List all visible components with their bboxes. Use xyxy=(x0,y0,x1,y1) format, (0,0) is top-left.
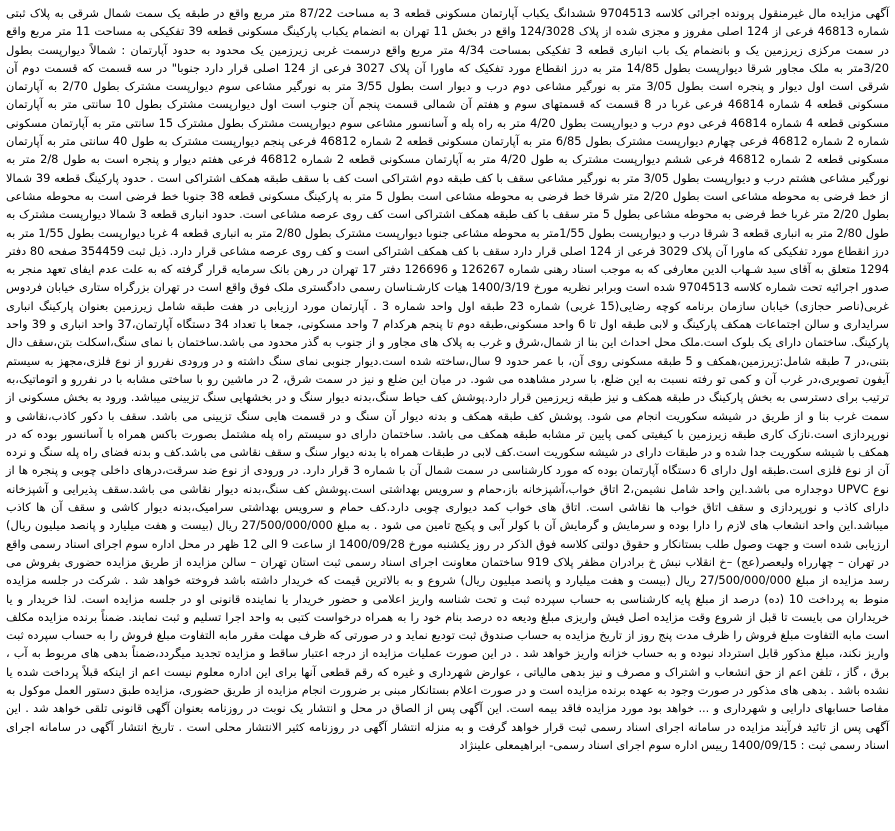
notice-text: آگهی مزایده مال غیرمنقول پرونده اجرائی کلاسه 9704513 ششدانگ یکباب آپارتمان مسکونی قطعه 3 به مساحت 87/22 متر مربع واقع در طبقه یک سمت شمال شرقی به پلاک ثبتی شماره 46813 فرعی از 124 اصلی مفروز و مجزی شده از پلاک 124/3028 واقع در بخش 11 تهران به انضمام یکباب پارکینگ مسکونی قطعه 39 تفکیکی به مساحت 11 متر مربع واقع در سمت مرکزی زیرزمین یک و بانضمام یک باب انباری قطعه 3 تفکیکی بمساحت 4/34 متر مربع واقع درسمت غربی زیرزمین یک محدود به حدود آپارتمان : شمالاً دیوارپست بطول 3/20متر به ملک مجاور شرقا دیوارپست بطول 14/85 متر به درز انقطاع مورد تفکیک که ماورا آن پلاک 3027 فرعی از 124 اصلی قرار دارد جنوبا" در سه قسمت که قسمت دوم آن شرقی است اول دیوار و پنجره است بطول 3/05 متر به نورگیر مشاعی دوم درب و دیوار است بطول 3/55 متر به نورگیر مشاعی سوم دیوارپست مشترک بطول 2/70 به آپارتمان مسکونی قطعه 4 شماره 46814 فرعی غربا در 8 قسمت که قسمتهای سوم و هفتم آن شمالی قسمت پنجم آن جنوب است اول دیوارپست مشترک بطول 10 سانتی متر به آپارتمان مسکونی قطعه 4 شماره 46814 فرعی دوم درب و دیوارپست بطول 4/20 متر به راه پله و آسانسور مشاعی سوم دیوارپست مشترک بطول مشترک 15 سانتی متر به آپارتمان مسکونی شماره 2 شماره 46812 فرعی چهارم دیوارپست مشترک بطول 6/85 متر به آپارتمان مسکونی قطعه 2 شماره 46812 فرعی پنجم دیوارپست مشترک به طول 40 سانتی متر به آپارتمان مسکونی قطعه 2 شماره 46812 فرعی ششم دیوارپست مشترک به طول 4/20 متر به آپارتمان مسکونی قطعه 2 شماره 46812 فرعی هفتم دیوار و پنجره است به طول 2/8 متر به نورگیر مشاعی هشتم درب و دیوارپست بطول 3/05 متر به نورگیر مشاعی سقف با کف طبقه دوم اشتراکی است کف با سقف طبقه همکف اشتراکی است . حدود پارکینگ قطعه 39 شمالا از خط فرضی به محوطه مشاعی است بطول 2/20 متر شرقا خط فرضی به محوطه مشاعی است بطول 5 متر به پارکینگ مسکونی قطعه 38 جنوبا خط فرضی است به محوطه مشاعی بطول 2/20 متر غربا خط فرضی به محوطه مشاعی بطول 5 متر سقف با کف طبقه همکف اشتراکی است کف روی عرصه مشاعی است. حدود انباری قطعه 3 شمالا دیوارپست مشترک به طول 2/80 متر به انباری قطعه 3 شرقا درب و دیوارپست بطول 1/55متر به محوطه مشاعی جنوبا دیوارپست مشترک بطول 2/80 متر به انباری قطعه 4 غربا دیوارپست بطول 1/55 متر به درز انقطاع مورد تفکیکی که ماورا آن پلاک 3029 فرعی از 124 اصلی قرار دارد سقف با کف همکف اشتراکی است و کف روی عرصه مشاعی قرار دارد. ذیل ثبت 354459 صفحه 80 دفتر 1294 متعلق به آقای سید شـهاب الدین معارفی که به موجب اسناد رهنی شماره 126267 و 126696 دفتر 17 تهران در رهن بانک سرمایه قرار گرفته که به علت عدم ایفای تعهد منجر به صدور اجرائیه تحت شماره کلاسه 9704513 شده است وبرابر نظریه مورخ 1400/3/19 هیات کارشـناسان رسمی دادگستری ملک فوق واقع است در تهران بزرگراه ستاری خیابان فردوس غربی(ناصر حجازی) خیابان سازمان برنامه کوچه رضایی(15 غربی) شماره 23 طبقه اول واحد شماره 3 . آپارتمان مورد ارزیابی در هفت طبقه شامل زیرزمین بعنوان پارکینگ انباری سرایداری و سالن اجتماعات همکف پارکینگ و لابی طبقه اول تا 6 واحد مسکونی،طبقه دوم تا پنجم هرکدام 7 واحد مسکونی، جمعا با تعداد 34 دستگاه آپارتمان،37 واحد انباری و 39 واحد پارکینگ. ساختمان دارای یک بلوک است.ملک محل احداث این بنا از شمال،شرق و غرب به پلاک های مجاور و از جنوب به گذر محدود می باشد.ساختمان با نمای سنگ،اسکلت بتن،سقف دال بتنی،در 7 طبقه شامل:زیرزمین،همکف و 5 طبقه مسکونی روی آن، با عمر حدود 9 سال،ساخته شده است.دیوار جنوبی نمای سنگ داشته و در ورودی نفررو از نوع فلزی،مجهز به سیستم آیفون تصویری،در غرب آن و کمی تو رفته نسبت به این ضلع، با سردر مشاهده می شود. در میان این ضلع و نیز در سمت شرق، 2 در ماشین رو با ساختی مشابه با در نفررو و اتوماتیک،به ترتیب برای دسترسی به بخش پارکینگ در طبقه همکف و نیز طبقه زیرزمین قرار دارد.پوشش کف حیاط سنگ،بدنه دیوار سنگ و در بخشهایی سنگ تزیینی میباشد. ورود به بخش مسکونی از سمت غرب بنا و از طریق در شیشه سکوریت انجام می شود. پوشش کف طبقه همکف و بدنه دیوار آن سنگ و در قسمت هایی سنگ تزیینی می باشد. سقف با دکور کاذب،نقاشی و نورپردازی است.نازک کاری طبقه زیرزمین با کیفیتی کمی پایین تر مشابه طبقه همکف می باشد. ساختمان دارای دو سیستم راه پله مشتمل بصورت باکس همراه با آسانسور بوده که در همکف با شیشه سکوریت جدا شده و در طبقات دارای در شیشه سکوریت است.کف لابی در طبقات همراه با بدنه دیوار سنگ و سقف نقاشی می باشد.کف و بدنه فضای راه پله سنگ و نرده آن از نوع فلزی است.طبقه اول دارای 6 دستگاه آپارتمان بوده که مورد کارشناسی در سمت شمال آن با شماره 3 قرار دارد. در ورودی از نوع ضد سرقت،درهای داخلی چوبی و پنجره ها از نوع UPVC دوجداره می باشد.این واحد شامل نشیمن،2 اتاق خواب،آشپزخانه باز،حمام و سرویس بهداشتی است.پوشش کف سنگ،بدنه دیوار نقاشی می باشد.سقف پذیرایی و آشپزخانه دارای کاذب و نورپردازی و سقف اتاق خواب ها نقاشی است. اتاق های خواب کمد دیواری چوبی دارد.کف حمام و سرویس بهداشتی سرامیک،بدنه دیوار کاشی و سقف آن ها کاذب میباشد.این واحد انشعاب های لازم را دارا بوده و سرمایش و گرمایش آن با کولر آبی و پکیج تامین می شود . به مبلغ 27/500/000/000 ریال (بیست و هفت میلیارد و پانصد میلیون ریال) ارزیابی شده است و جهت وصول طلب بستانکار و حقوق دولتی کلاسه فوق الذکر در روز یکشنبه مورخ 1400/09/28 از ساعت 9 الی 12 ظهر در محل اداره سوم اجرای اسناد رسمی واقع در تهران – چهارراه ولیعصر(عج) –خ انقلاب نبش خ برادران مظفر پلاک 919 ساختمان معاونت اجرای اسناد رسمی ثبت استان تهران – سالن مزایده از طریق مزایده حضوری بفروش می رسد مزایده از مبلغ 27/500/000/000 ریال (بیست و هفت میلیارد و پانصد میلیون ریال) شروع و به بالاترین قیمت که خریدار داشته باشد فروخته خواهد شد . شرکت در جلسه مزایده منوط به پرداخت 10 (ده) درصد از مبلغ پایه کارشناسی به حساب سپرده ثبت و تحت شناسه واریز اعلامی و حضور خریدار یا نماینده قانونی او در جلسه مزایده است. لذا خریدار و یا خریداران می بایست تا قبل از شروع وقت مزایده اصل فیش واریزی مبلغ ودیعه ده درصد بنام خود را به همراه درخواست کتبی به واحد اجرا تسلیم و ثبت نمایند. ضمناً برنده مزایده مکلف است مابه التفاوت مبلغ فروش را ظرف مدت پنج روز از تاریخ مزایده به حساب صندوق ثبت تودیع نماید و در صورتی که ظرف مهلت مقرر مابه التفاوت مبلغ فروش را به حساب سپرده ثبت واریز نکند، مبلغ مذکور قابل استرداد نبوده و به حساب خزانه واریز خواهد شد . در این صورت عملیات مزایده از درجه اعتبار ساقط و مزایده تجدید میگردد،ضمناً بدهی های مربوط به آب ، برق ، گاز ، تلفن اعم از حق انشعاب و اشتراک و مصرف و نیز بدهی مالیاتی ، عوارض شهرداری و غیره که رقم قطعی آنها برای این اداره معلوم نیست اعم از اینکه قبلاً پرداخت شده یا نشده باشد . بدهی های مذکور در صورت وجود به عهده برنده مزایده است و در صورت اعلام بستانکار مبنی بر ضرورت انجام مزایده از طریق حضوری، مزایده طبق دستور العمل موکول به مفاصا حسابهای دارایی و شهرداری و ... خواهد بود مورد مزایده فاقد بیمه است. این آگهی پس از الصاق در محل و انتشار یک نوبت در روزنامه بعنوان آگهی قانونی تلقی خواهد شد . این آگهی پس از تائید فرآیند مزایده در سامانه اجرای اسناد رسمی ثبت قرار خواهد گرفت و به منزله انتشار آگهی در روزنامه کثیر الانتشار محلی است . تاریخ انتشار آگهی در سامانه اجرای اسناد رسمی ثبت : 1400/09/15 رییس اداره سوم اجرای اسناد رسمی- ابراهیمعلی علینژاد xyxy=(6,6,890,752)
